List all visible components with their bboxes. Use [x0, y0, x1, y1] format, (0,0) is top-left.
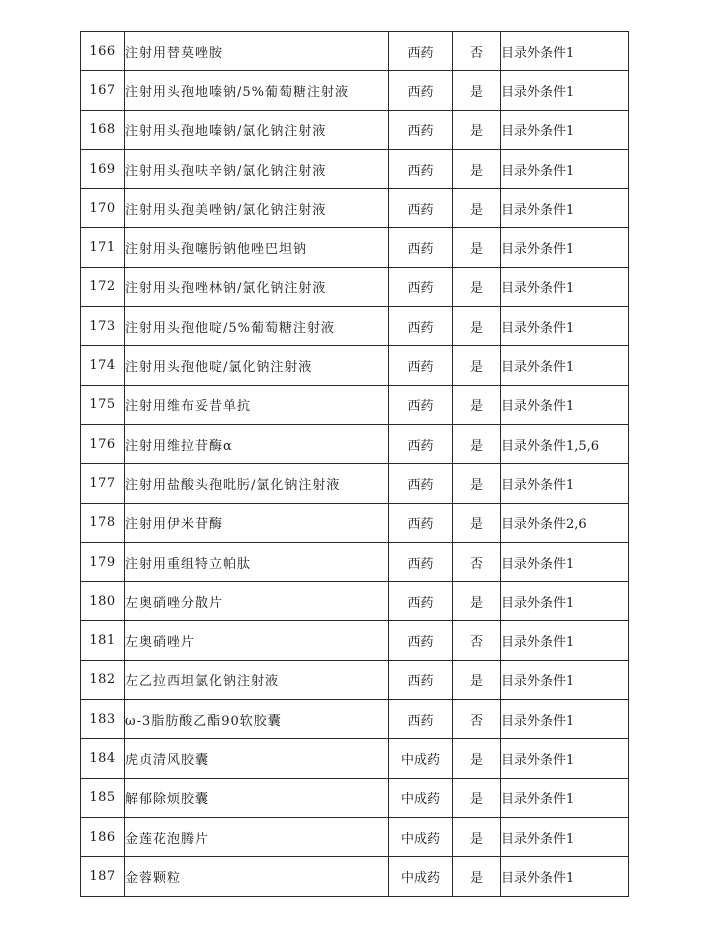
table-row: [81, 385, 629, 424]
table-row: [81, 346, 629, 385]
row-number-cell: 172: [81, 267, 125, 306]
flag-value-cell: 否: [453, 542, 501, 581]
table-row: [81, 149, 629, 188]
drug-name-cell: 注射用重组特立帕肽: [125, 542, 389, 581]
flag-value-cell: 是: [453, 189, 501, 228]
drug-list-table: [80, 31, 629, 897]
table-row: [81, 660, 629, 699]
drug-name-cell: 注射用盐酸头孢吡肟/氯化钠注射液: [125, 464, 389, 503]
drug-name-cell: 注射用头孢美唑钠/氯化钠注射液: [125, 189, 389, 228]
drug-name-cell: 注射用伊米苷酶: [125, 503, 389, 542]
flag-value-cell: 否: [453, 621, 501, 660]
table-row: [81, 189, 629, 228]
row-number-cell: 171: [81, 228, 125, 267]
row-number-cell: 166: [81, 32, 125, 71]
drug-type-cell: 西药: [389, 189, 453, 228]
flag-value-cell: 是: [453, 110, 501, 149]
drug-type-cell: 西药: [389, 385, 453, 424]
flag-value-cell: 是: [453, 660, 501, 699]
row-number-cell: 169: [81, 149, 125, 188]
flag-value-cell: 是: [453, 71, 501, 110]
remark-condition-cell: 目录外条件1: [501, 582, 629, 621]
remark-condition-cell: 目录外条件1: [501, 267, 629, 306]
drug-name-cell: 注射用替莫唑胺: [125, 32, 389, 71]
row-number-cell: 184: [81, 739, 125, 778]
row-number-cell: 176: [81, 424, 125, 463]
drug-type-cell: 西药: [389, 346, 453, 385]
drug-name-cell: 金蓉颗粒: [125, 857, 389, 896]
drug-type-cell: 西药: [389, 149, 453, 188]
table-row: [81, 424, 629, 463]
drug-type-cell: 西药: [389, 464, 453, 503]
drug-type-cell: 中成药: [389, 778, 453, 817]
flag-value-cell: 是: [453, 149, 501, 188]
table-row: [81, 464, 629, 503]
flag-value-cell: 是: [453, 778, 501, 817]
row-number-cell: 175: [81, 385, 125, 424]
table-row: [81, 739, 629, 778]
drug-name-cell: 注射用头孢他啶/氯化钠注射液: [125, 346, 389, 385]
flag-value-cell: 否: [453, 32, 501, 71]
flag-value-cell: 是: [453, 503, 501, 542]
remark-condition-cell: 目录外条件1: [501, 385, 629, 424]
drug-name-cell: 虎贞清风胶囊: [125, 739, 389, 778]
flag-value-cell: 否: [453, 700, 501, 739]
drug-name-cell: 左乙拉西坦氯化钠注射液: [125, 660, 389, 699]
table-row: [81, 621, 629, 660]
drug-type-cell: 西药: [389, 700, 453, 739]
remark-condition-cell: 目录外条件1: [501, 857, 629, 896]
drug-type-cell: 中成药: [389, 817, 453, 856]
drug-type-cell: 西药: [389, 228, 453, 267]
table-row: [81, 582, 629, 621]
table-row: [81, 32, 629, 71]
table-row: [81, 307, 629, 346]
remark-condition-cell: 目录外条件1: [501, 739, 629, 778]
drug-type-cell: 西药: [389, 424, 453, 463]
drug-name-cell: 注射用头孢地嗪钠/氯化钠注射液: [125, 110, 389, 149]
flag-value-cell: 是: [453, 464, 501, 503]
remark-condition-cell: 目录外条件1: [501, 307, 629, 346]
table-row: [81, 71, 629, 110]
drug-name-cell: 金莲花泡腾片: [125, 817, 389, 856]
drug-type-cell: 西药: [389, 660, 453, 699]
remark-condition-cell: 目录外条件2,6: [501, 503, 629, 542]
remark-condition-cell: 目录外条件1: [501, 660, 629, 699]
row-number-cell: 173: [81, 307, 125, 346]
drug-type-cell: 西药: [389, 503, 453, 542]
flag-value-cell: 是: [453, 267, 501, 306]
drug-name-cell: 左奥硝唑分散片: [125, 582, 389, 621]
row-number-cell: 187: [81, 857, 125, 896]
drug-name-cell: 左奥硝唑片: [125, 621, 389, 660]
flag-value-cell: 是: [453, 817, 501, 856]
remark-condition-cell: 目录外条件1: [501, 346, 629, 385]
row-number-cell: 177: [81, 464, 125, 503]
table-row: [81, 228, 629, 267]
flag-value-cell: 是: [453, 228, 501, 267]
drug-name-cell: 注射用头孢噻肟钠他唑巴坦钠: [125, 228, 389, 267]
drug-name-cell: 注射用维布妥昔单抗: [125, 385, 389, 424]
drug-type-cell: 西药: [389, 32, 453, 71]
table-row: [81, 542, 629, 581]
remark-condition-cell: 目录外条件1: [501, 71, 629, 110]
table-row: [81, 267, 629, 306]
table-row: [81, 817, 629, 856]
flag-value-cell: 是: [453, 582, 501, 621]
remark-condition-cell: 目录外条件1: [501, 464, 629, 503]
row-number-cell: 185: [81, 778, 125, 817]
flag-value-cell: 是: [453, 346, 501, 385]
remark-condition-cell: 目录外条件1: [501, 817, 629, 856]
drug-name-cell: 注射用头孢地嗪钠/5%葡萄糖注射液: [125, 71, 389, 110]
drug-type-cell: 西药: [389, 71, 453, 110]
drug-name-cell: ω-3脂肪酸乙酯90软胶囊: [125, 700, 389, 739]
remark-condition-cell: 目录外条件1,5,6: [501, 424, 629, 463]
row-number-cell: 167: [81, 71, 125, 110]
drug-type-cell: 西药: [389, 267, 453, 306]
drug-type-cell: 西药: [389, 307, 453, 346]
remark-condition-cell: 目录外条件1: [501, 110, 629, 149]
drug-type-cell: 西药: [389, 542, 453, 581]
flag-value-cell: 是: [453, 424, 501, 463]
row-number-cell: 186: [81, 817, 125, 856]
remark-condition-cell: 目录外条件1: [501, 189, 629, 228]
table-row: [81, 110, 629, 149]
drug-name-cell: 注射用头孢他啶/5%葡萄糖注射液: [125, 307, 389, 346]
row-number-cell: 183: [81, 700, 125, 739]
row-number-cell: 179: [81, 542, 125, 581]
row-number-cell: 181: [81, 621, 125, 660]
row-number-cell: 178: [81, 503, 125, 542]
flag-value-cell: 是: [453, 857, 501, 896]
drug-type-cell: 西药: [389, 582, 453, 621]
flag-value-cell: 是: [453, 739, 501, 778]
row-number-cell: 174: [81, 346, 125, 385]
drug-name-cell: 注射用维拉苷酶α: [125, 424, 389, 463]
remark-condition-cell: 目录外条件1: [501, 778, 629, 817]
remark-condition-cell: 目录外条件1: [501, 149, 629, 188]
remark-condition-cell: 目录外条件1: [501, 228, 629, 267]
drug-type-cell: 中成药: [389, 857, 453, 896]
remark-condition-cell: 目录外条件1: [501, 32, 629, 71]
table-row: [81, 857, 629, 896]
drug-name-cell: 注射用头孢呋辛钠/氯化钠注射液: [125, 149, 389, 188]
drug-type-cell: 西药: [389, 110, 453, 149]
row-number-cell: 180: [81, 582, 125, 621]
table-row: [81, 778, 629, 817]
row-number-cell: 182: [81, 660, 125, 699]
remark-condition-cell: 目录外条件1: [501, 700, 629, 739]
remark-condition-cell: 目录外条件1: [501, 542, 629, 581]
drug-type-cell: 中成药: [389, 739, 453, 778]
drug-name-cell: 注射用头孢唑林钠/氯化钠注射液: [125, 267, 389, 306]
flag-value-cell: 是: [453, 307, 501, 346]
flag-value-cell: 是: [453, 385, 501, 424]
table-row: [81, 503, 629, 542]
table-body: [81, 32, 629, 897]
drug-type-cell: 西药: [389, 621, 453, 660]
table-row: [81, 700, 629, 739]
remark-condition-cell: 目录外条件1: [501, 621, 629, 660]
row-number-cell: 170: [81, 189, 125, 228]
drug-name-cell: 解郁除烦胶囊: [125, 778, 389, 817]
row-number-cell: 168: [81, 110, 125, 149]
